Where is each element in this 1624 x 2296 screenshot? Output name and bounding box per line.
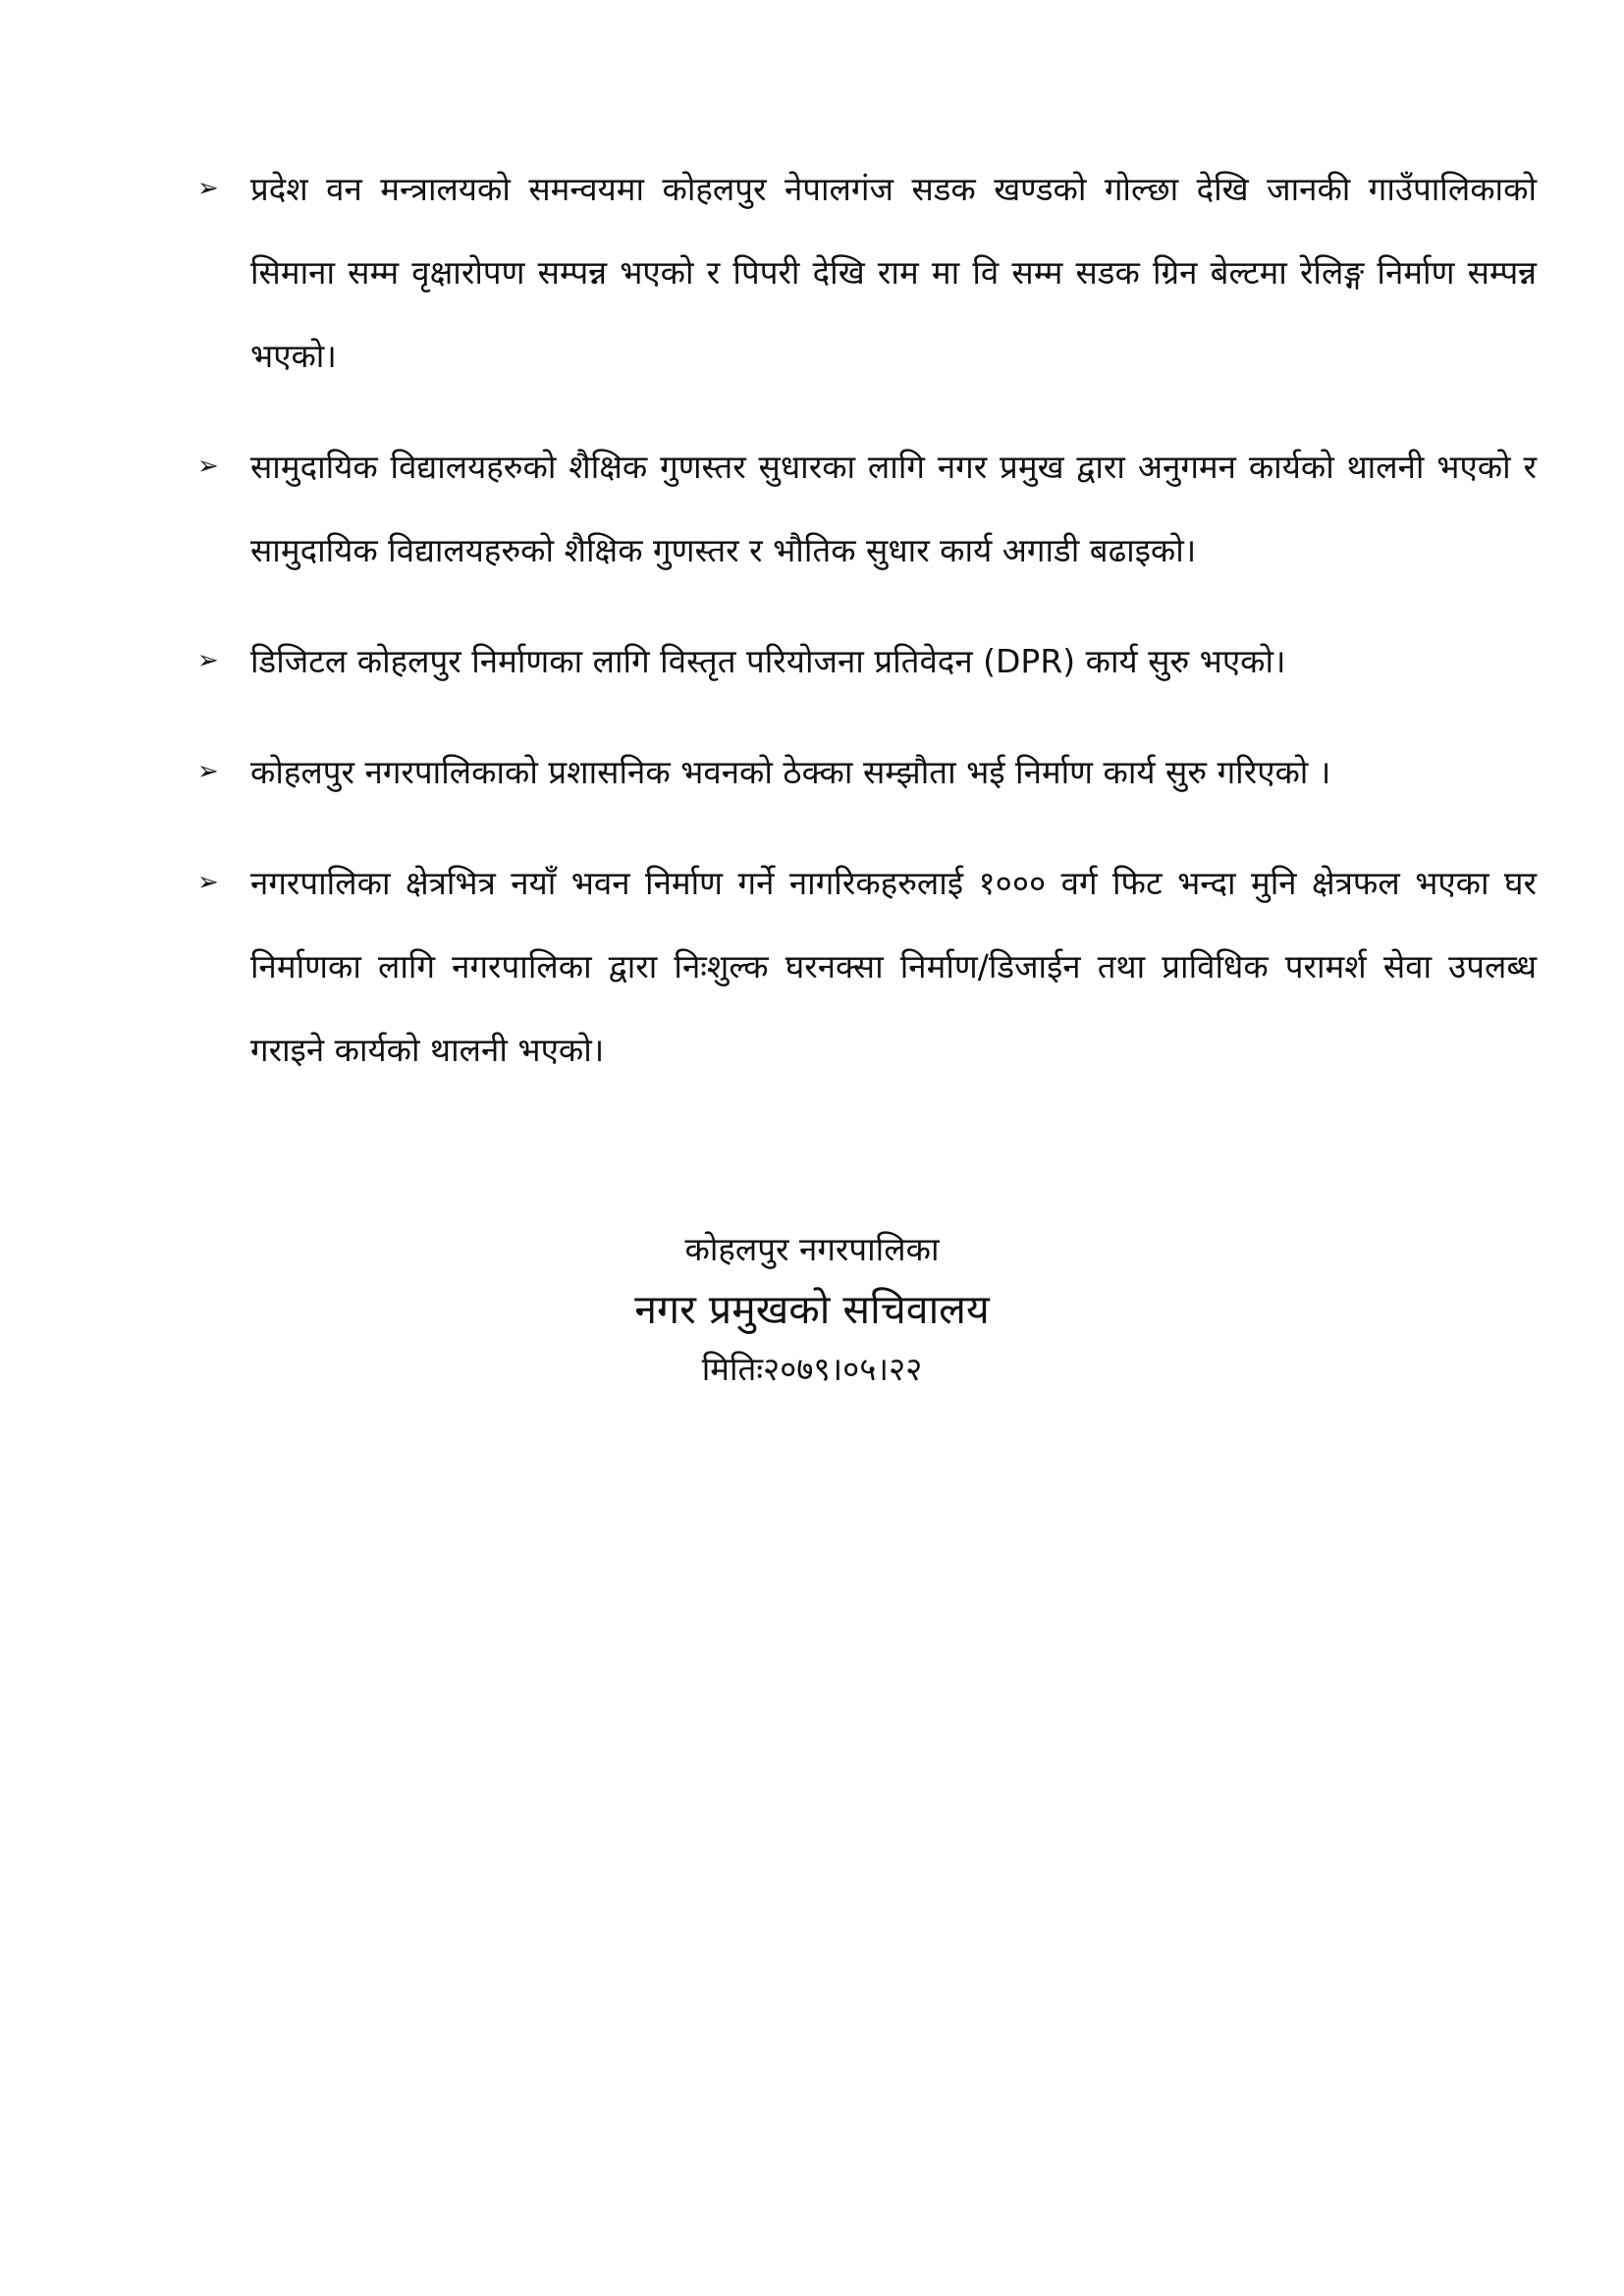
office-name: कोहलपुर नगरपालिका [684,1230,940,1268]
list-item [191,425,1537,592]
signature-block [0,1222,1624,1397]
arrow-bullet-icon: ➢ [197,174,219,203]
date-line: मितिः२०७९।०५।२२ [701,1350,923,1388]
list-item [191,147,1537,398]
list-item [191,730,1537,814]
list-item-text: प्रदेश वन मन्त्रालयको समन्वयमा कोहलपुर नेपालगंज सडक खण्डको गोल्छा देखि जानकी गाउँपालिकाको सिमाना सम्म वृक्षारोपण सम्पन्न भएको र पिपरी देखि राम मा वि सम्म सडक ग्रिन बेल्टमा रेलिङ्ग निर्माण सम्पन्न भएको। [250,170,1537,375]
secretariat-title: नगर प्रमुखको सचिवालय [634,1286,990,1333]
list-item-text: सामुदायिक विद्यालयहरुको शैक्षिक गुणस्तर सुधारका लागि नगर प्रमुख द्वारा अनुगमन कार्यको थालनी भएको र सामुदायिक विद्यालयहरुको शैक्षिक गुणस्तर र भौतिक सुधार कार्य अगाडी बढाइको। [250,448,1537,569]
achievement-list [191,147,1537,1119]
arrow-bullet-icon: ➢ [197,646,219,675]
list-item-text: डिजिटल कोहलपुर निर्माणका लागि विस्तृत परियोजना प्रतिवेदन (DPR) कार्य सुरु भएको। [250,642,1286,680]
list-item-text: कोहलपुर नगरपालिकाको प्रशासनिक भवनको ठेक्का सम्झौता भई निर्माण कार्य सुरु गरिएको । [250,753,1331,791]
list-item [191,619,1537,703]
list-item-text: नगरपालिका क्षेत्रभित्र नयाँ भवन निर्माण गर्ने नागरिकहरुलाई १००० वर्ग फिट भन्दा मुनि क्षेत्रफल भएका घर निर्माणका लागि नगरपालिका द्वारा निःशुल्क घरनक्सा निर्माण/डिजाईन तथा प्राविधिक परामर्श सेवा उपलब्ध गराइने कार्यको थालनी भएको। [250,864,1537,1069]
arrow-bullet-icon: ➢ [197,868,219,897]
arrow-bullet-icon: ➢ [197,452,219,481]
list-item [191,841,1537,1092]
arrow-bullet-icon: ➢ [197,757,219,786]
